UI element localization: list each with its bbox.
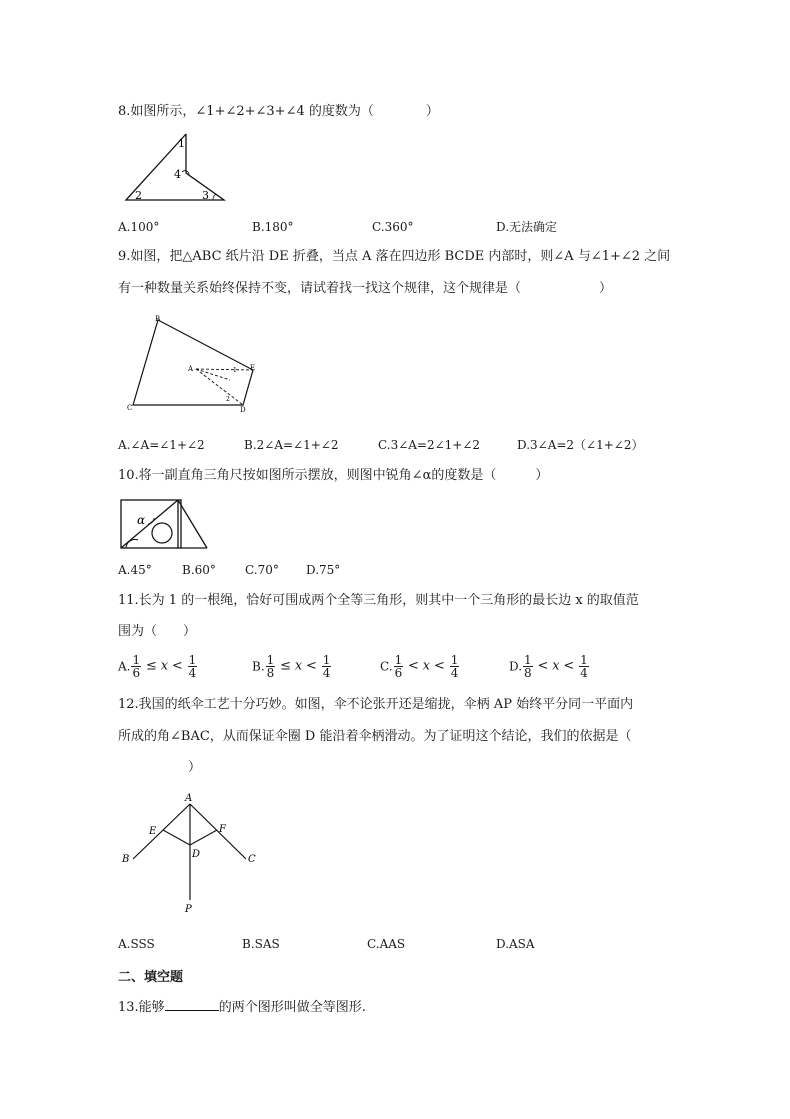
frac-denominator: 6 [394, 666, 403, 680]
q13-text-after: 的两个图形叫做全等图形. [218, 1000, 366, 1015]
q11-option-b-var: x [294, 658, 303, 674]
q10-label-alpha: α [137, 513, 146, 527]
q11-option-c-prefix: C. [380, 659, 393, 674]
q10-option-c: C.70° [245, 563, 279, 577]
frac-numerator: 1 [266, 653, 275, 667]
section-title-fill-in: 二、填空题 [118, 970, 184, 985]
q11-option-b-op1: ≤ [280, 658, 292, 674]
q11-option-d [509, 654, 590, 679]
q13-text-before: 13.能够 [118, 1000, 165, 1015]
q11-option-d-op1: < [537, 658, 549, 674]
frac-denominator: 6 [132, 666, 141, 680]
q11-option-d-var: x [552, 658, 560, 674]
q9-option-a: A.∠A=∠1+∠2 [118, 438, 205, 452]
q8-label-1: 1 [178, 137, 185, 150]
q10-stem: 10.将一副直角三角尺按如图所示摆放，则图中锐角∠α的度数是（ ） [118, 468, 549, 483]
q12-label-a: A [185, 793, 193, 804]
q8-stem: 8.如图所示，∠1+∠2+∠3+∠4 的度数为（ ） [118, 104, 439, 119]
q11-option-a-left-fraction [131, 654, 141, 679]
q10-figure [118, 494, 213, 552]
q10-option-a: A.45° [118, 563, 152, 577]
q11-option-b-left-fraction [266, 654, 276, 679]
q9-stem-line1: 9.如图，把△ABC 纸片沿 DE 折叠，当点 A 落在四边形 BCDE 内部时，则∠A 与∠1+∠2 之间 [118, 249, 671, 264]
q11-option-d-op2: < [563, 658, 575, 674]
frac-denominator: 8 [524, 666, 532, 680]
q12-stem-line2: 所成的角∠BAC，从而保证伞圈 D 能沿着伞柄滑动。为了证明这个结论，我们的依据是（ [118, 729, 632, 744]
q12-label-p: P [185, 904, 192, 915]
q10-option-d: D.75° [306, 563, 341, 577]
q8-option-b: B.180° [252, 220, 294, 234]
q8-label-2: 2 [135, 189, 142, 202]
q8-option-a: A.100° [118, 220, 160, 234]
frac-numerator: 1 [450, 653, 459, 667]
q13-answer-blank[interactable] [165, 998, 219, 1011]
q11-option-c-left-fraction [394, 654, 404, 679]
q11-option-b [252, 654, 332, 679]
q11-option-d-right-fraction [579, 654, 589, 679]
frac-numerator: 1 [524, 653, 532, 667]
frac-numerator: 1 [322, 653, 331, 667]
q9-stem-line2: 有一种数量关系始终保持不变，请试着找一找这个规律，这个规律是（ ） [118, 281, 613, 296]
q12-stem-line3: ） [188, 760, 202, 775]
q12-option-b: B.SAS [242, 937, 280, 951]
q12-option-c: C.AAS [367, 937, 406, 951]
q8-option-d: D.无法确定 [496, 220, 558, 234]
frac-denominator: 4 [322, 666, 331, 680]
q8-figure [118, 130, 233, 205]
q11-option-a-prefix: A. [118, 659, 131, 674]
q9-label-c: C [127, 404, 133, 412]
q12-label-c: C [248, 854, 256, 865]
q10-option-b: B.60° [182, 563, 216, 577]
q12-label-d: D [192, 849, 201, 860]
q11-option-c-right-fraction [450, 654, 460, 679]
frac-denominator: 4 [450, 666, 459, 680]
q11-option-c-var: x [422, 658, 431, 674]
q12-label-e: E [149, 826, 157, 837]
q11-option-b-op2: < [306, 658, 317, 674]
q11-option-b-right-fraction [322, 654, 332, 679]
q11-option-a-op2: < [171, 658, 183, 674]
q12-figure [118, 792, 268, 917]
frac-numerator: 1 [132, 653, 141, 667]
q11-stem-line2: 围为（ ） [118, 624, 197, 639]
q9-option-d: D.3∠A=2（∠1+∠2） [517, 438, 644, 452]
q9-label-b: B [155, 315, 161, 323]
q12-option-d: D.ASA [496, 937, 535, 951]
q11-stem-line1: 11.长为 1 的一根绳，恰好可围成两个全等三角形，则其中一个三角形的最长边 x 的取值范 [118, 593, 639, 608]
q9-label-1: 1 [233, 367, 237, 374]
frac-denominator: 4 [580, 666, 588, 680]
frac-numerator: 1 [188, 653, 197, 667]
frac-numerator: 1 [394, 653, 403, 667]
q11-option-a [118, 654, 198, 679]
q11-option-c-op2: < [433, 658, 445, 674]
q13-stem [118, 998, 366, 1016]
q11-option-d-left-fraction [523, 654, 533, 679]
q8-label-3: 3 [202, 189, 209, 202]
frac-numerator: 1 [580, 653, 588, 667]
frac-denominator: 8 [266, 666, 275, 680]
q11-option-a-right-fraction [188, 654, 198, 679]
q8-option-c: C.360° [372, 220, 414, 234]
q11-option-b-prefix: B. [252, 659, 265, 674]
q9-label-2: 2 [226, 396, 230, 403]
q9-label-e: E [250, 364, 256, 372]
q11-option-d-prefix: D. [509, 659, 523, 674]
q11-option-a-var: x [160, 658, 169, 674]
q9-option-b: B.2∠A=∠1+∠2 [244, 438, 339, 452]
q12-label-b: B [122, 854, 130, 865]
q9-option-c: C.3∠A=2∠1+∠2 [378, 438, 481, 452]
q11-option-a-op1: ≤ [145, 658, 157, 674]
q12-label-f: F [219, 824, 226, 835]
q9-label-d: D [240, 406, 246, 414]
q11-option-c [380, 654, 460, 679]
q8-label-4: 4 [174, 168, 181, 181]
q9-label-a: A [188, 365, 194, 373]
q11-option-c-op1: < [408, 658, 419, 674]
q12-stem-line1: 12.我国的纸伞工艺十分巧妙。如图，伞不论张开还是缩拢，伞柄 AP 始终平分同一平面内 [118, 697, 634, 712]
q9-figure [118, 312, 268, 417]
frac-denominator: 4 [188, 666, 197, 680]
q12-option-a: A.SSS [118, 937, 155, 951]
